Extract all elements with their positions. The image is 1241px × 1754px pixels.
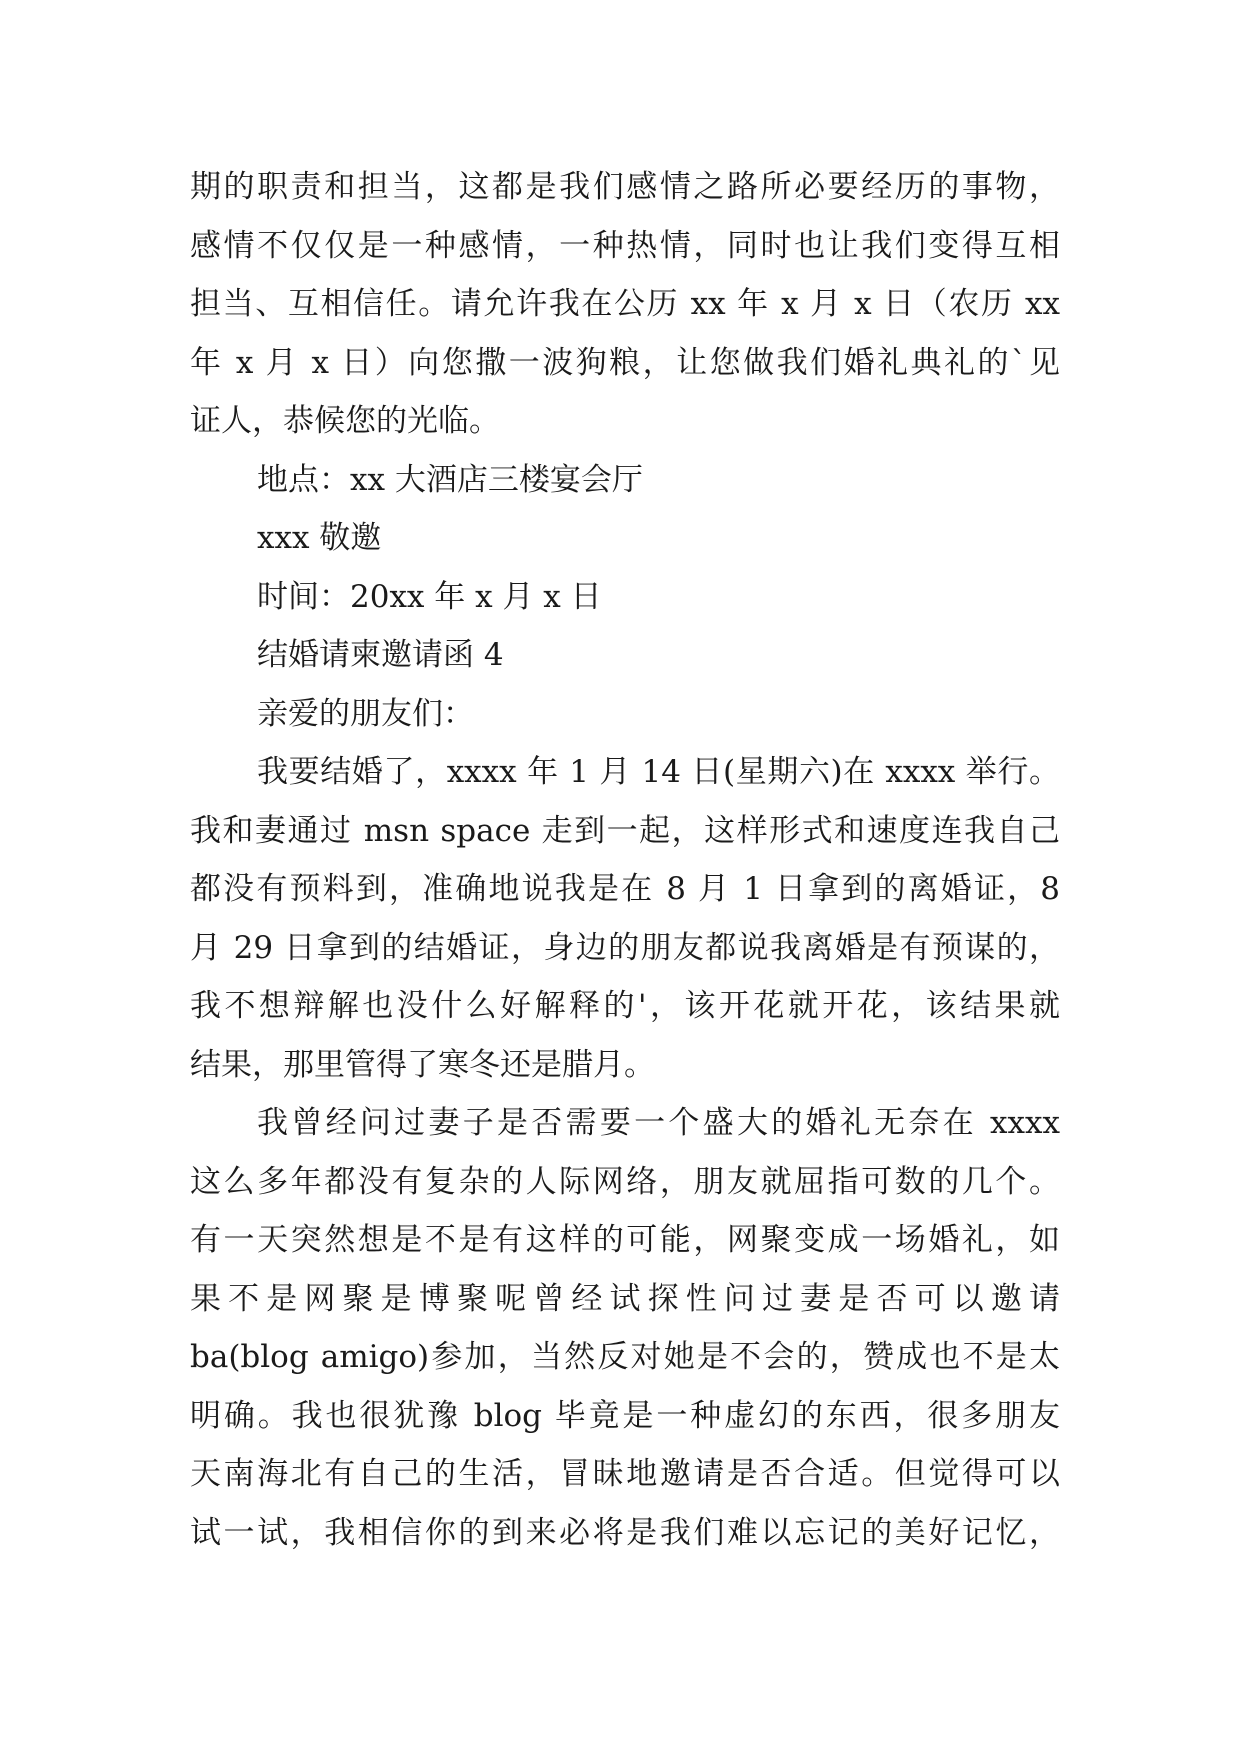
text-line: 年 x 月 x 日）向您撒一波狗粮，让您做我们婚礼典礼的`见 — [190, 344, 1060, 381]
text-line: 感情不仅仅是一种感情，一种热情，同时也让我们变得互相 — [190, 227, 1060, 264]
section-title: 结婚请柬邀请函 4 — [257, 637, 504, 673]
text-line: 明确。我也很犹豫 blog 毕竟是一种虚幻的东西，很多朋友 — [190, 1397, 1060, 1434]
document-body — [190, 158, 1060, 1562]
text-line: 担当、互相信任。请允许我在公历 xx 年 x 月 x 日（农历 xx — [190, 286, 1060, 322]
location-line: 地点：xx 大酒店三楼宴会厅 — [257, 461, 643, 498]
text-line: 期的职责和担当，这都是我们感情之路所必要经历的事物， — [190, 169, 1060, 205]
text-line: 证人，恭候您的光临。 — [190, 403, 500, 439]
text-line: 有一天突然想是不是有这样的可能，网聚变成一场婚礼，如 — [190, 1222, 1060, 1258]
text-line: 试一试，我相信你的到来必将是我们难以忘记的美好记忆， — [190, 1514, 1060, 1551]
text-line: 果不是网聚是博聚呢曾经试探性问过妻是否可以邀请 — [190, 1280, 1060, 1317]
text-line: 我不想辩解也没什么好解释的'，该开花就开花，该结果就 — [190, 988, 1060, 1024]
text-line: 我曾经问过妻子是否需要一个盛大的婚礼无奈在 xxxx — [257, 1105, 1060, 1141]
text-line: 都没有预料到，准确地说我是在 8 月 1 日拿到的离婚证，8 — [190, 871, 1060, 907]
text-line: 这么多年都没有复杂的人际网络，朋友就屈指可数的几个。 — [190, 1163, 1060, 1200]
time-line: 时间：20xx 年 x 月 x 日 — [257, 578, 602, 615]
greeting-line: 亲爱的朋友们： — [257, 695, 474, 732]
text-line: 我和妻通过 msn space 走到一起，这样形式和速度连我自己 — [190, 812, 1060, 849]
signature-line: xxx 敬邀 — [257, 520, 382, 556]
text-line: ba(blog amigo)参加，当然反对她是不会的，赞成也不是太 — [190, 1339, 1060, 1375]
text-line: 天南海北有自己的生活，冒昧地邀请是否合适。但觉得可以 — [190, 1456, 1060, 1492]
text-line: 月 29 日拿到的结婚证，身边的朋友都说我离婚是有预谋的， — [190, 929, 1060, 966]
text-line: 结果，那里管得了寒冬还是腊月。 — [190, 1046, 655, 1083]
text-line: 我要结婚了，xxxx 年 1 月 14 日(星期六)在 xxxx 举行。 — [257, 754, 1060, 790]
